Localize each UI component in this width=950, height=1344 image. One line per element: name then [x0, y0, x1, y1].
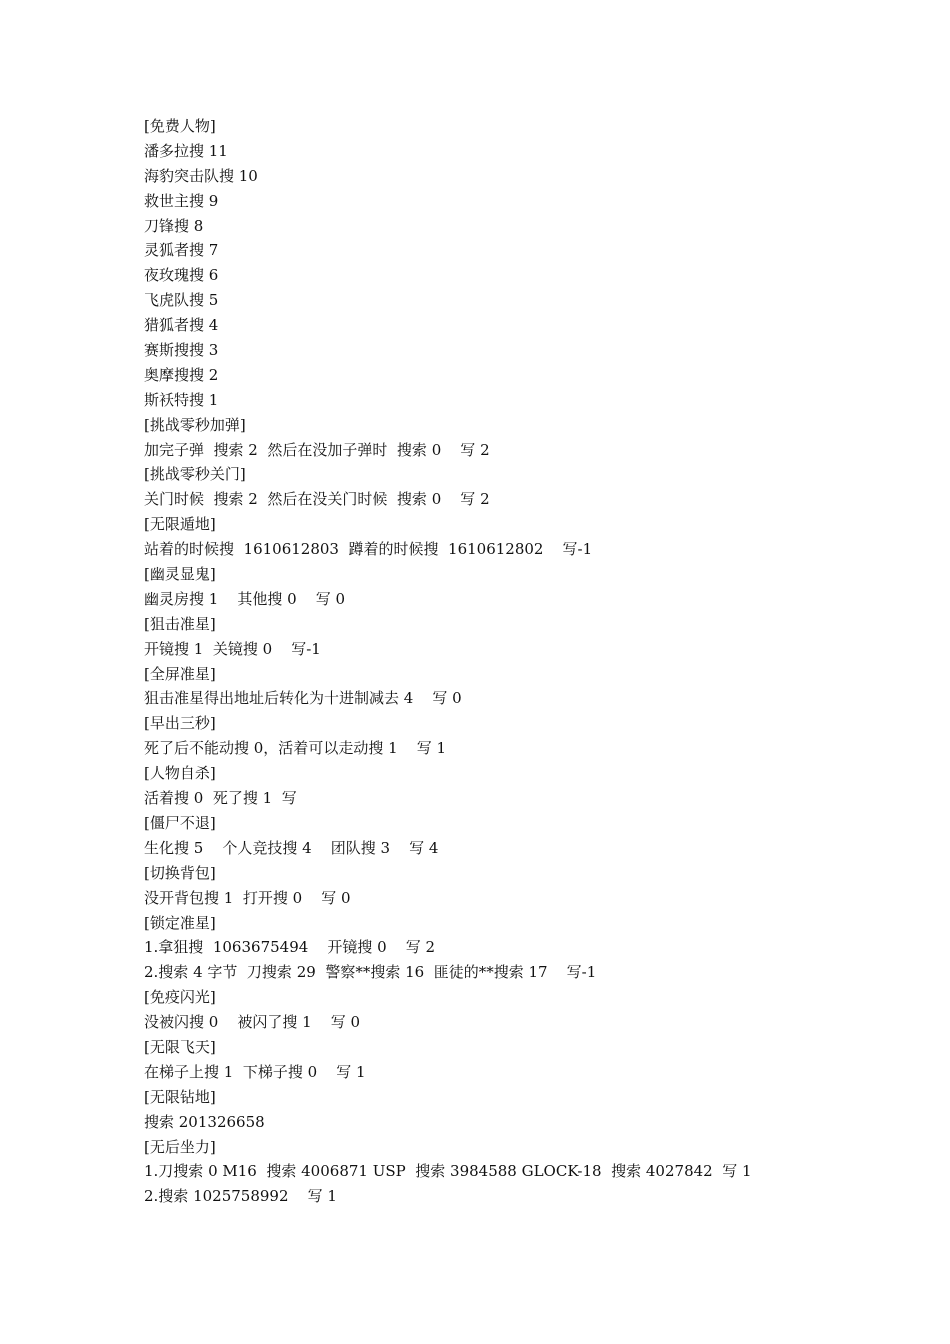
- text-line: 活着搜 0 死了搜 1 写: [144, 789, 297, 808]
- section-heading: [无限遁地]: [144, 515, 216, 534]
- text-line: 站着的时候搜 1610612803 蹲着的时候搜 1610612802 写-1: [144, 540, 593, 559]
- section-heading: [人物自杀]: [144, 764, 216, 783]
- text-line: 搜索 201326658: [144, 1112, 265, 1131]
- text-line: 幽灵房搜 1 其他搜 0 写 0: [144, 589, 346, 608]
- text-line: 在梯子上搜 1 下梯子搜 0 写 1: [144, 1062, 366, 1081]
- text-line: 猎狐者搜 4: [144, 316, 219, 335]
- text-line: 刀锋搜 8: [144, 216, 204, 235]
- text-line: 潘多拉搜 11: [144, 141, 228, 160]
- section-heading: [免费人物]: [144, 117, 216, 135]
- section-heading: [挑战零秒关门]: [144, 465, 246, 484]
- text-line: 夜玫瑰搜 6: [144, 266, 219, 285]
- section-heading: [切换背包]: [144, 863, 216, 882]
- text-line: 加完子弹 搜索 2 然后在没加子弹时 搜索 0 写 2: [144, 440, 490, 459]
- section-heading: [无限钻地]: [144, 1087, 216, 1106]
- text-line: 赛斯搜搜 3: [144, 341, 219, 360]
- section-heading: [全屏准星]: [144, 664, 216, 683]
- text-line: 狙击准星得出地址后转化为十进制减去 4 写 0: [144, 689, 462, 708]
- section-heading: [幽灵显鬼]: [144, 565, 216, 584]
- text-line: 2.搜索 4 字节 刀搜索 29 警察**搜索 16 匪徒的**搜索 17 写-1: [144, 963, 597, 982]
- text-line: 救世主搜 9: [144, 191, 219, 210]
- section-heading: [免疫闪光]: [144, 988, 216, 1007]
- text-line: 生化搜 5 个人竞技搜 4 团队搜 3 写 4: [144, 838, 439, 857]
- section-heading: [僵尸不退]: [144, 813, 216, 832]
- section-heading: [无限飞天]: [144, 1037, 216, 1056]
- text-line: 关门时候 搜索 2 然后在没关门时候 搜索 0 写 2: [144, 490, 490, 509]
- text-line: 2.搜索 1025758992 写 1: [144, 1187, 337, 1206]
- text-line: 没开背包搜 1 打开搜 0 写 0: [144, 888, 351, 907]
- document-body: [144, 114, 904, 1209]
- section-heading: [挑战零秒加弹]: [144, 415, 246, 434]
- section-heading: [锁定准星]: [144, 913, 216, 932]
- section-heading: [早出三秒]: [144, 714, 216, 733]
- text-line: 死了后不能动搜 0，活着可以走动搜 1 写 1: [144, 739, 447, 758]
- text-line: 海豹突击队搜 10: [144, 166, 258, 185]
- text-line: 灵狐者搜 7: [144, 241, 219, 260]
- text-line: 1.拿狙搜 1063675494 开镜搜 0 写 2: [144, 938, 436, 957]
- text-line: 开镜搜 1 关镜搜 0 写-1: [144, 639, 321, 658]
- text-line: 没被闪搜 0 被闪了搜 1 写 0: [144, 1013, 361, 1032]
- text-line: 奥摩搜搜 2: [144, 365, 219, 384]
- section-heading: [无后坐力]: [144, 1137, 216, 1156]
- text-line: 斯袄特搜 1: [144, 390, 219, 409]
- text-line: 1.刀搜索 0 M16 搜索 4006871 USP 搜索 3984588 GLOCK-18 搜索 4027842 写 1: [144, 1162, 752, 1181]
- text-line: 飞虎队搜 5: [144, 291, 219, 310]
- section-heading: [狙击准星]: [144, 614, 216, 633]
